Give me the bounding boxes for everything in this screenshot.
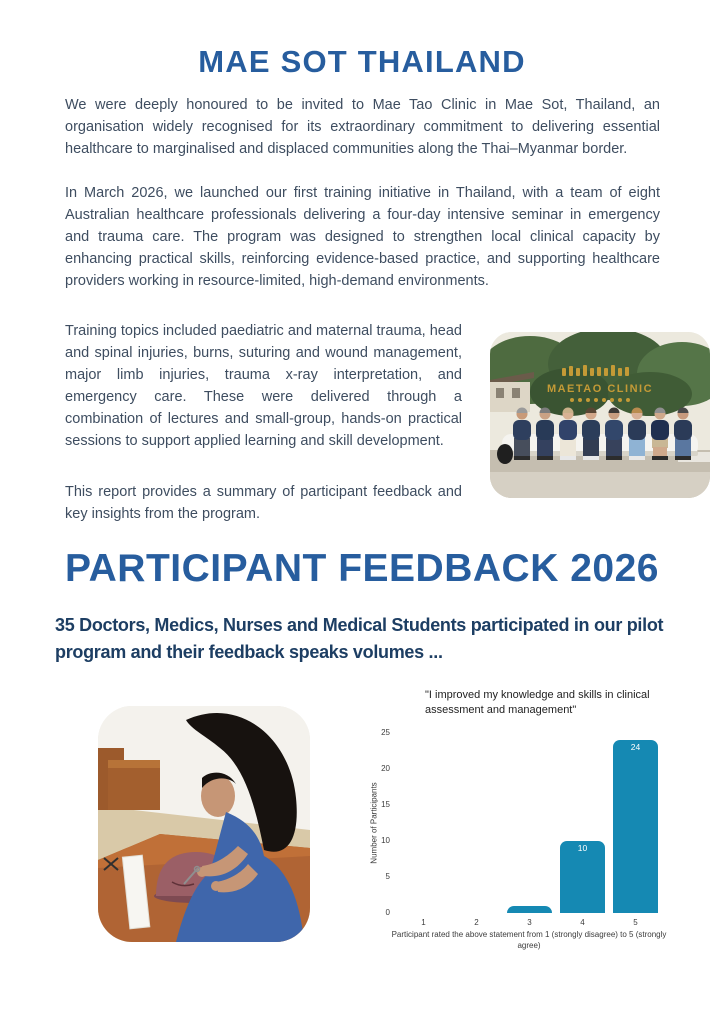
bar-value-label: 24 [630, 742, 641, 753]
suturing-photo [98, 706, 310, 942]
intro-paragraph-1: We were deeply honoured to be invited to Mae Tao Clinic in Mae Sot, Thailand, an organisation widely recognised for its extraordinary commitment to delivering essential healthcare to marginalised and displaced communities along the Thai–Myanmar border. [65, 97, 660, 157]
bar-rating-4 [560, 841, 605, 913]
clinic-sign-text: MAETAO CLINIC [546, 383, 654, 395]
y-tick-label: 15 [381, 800, 390, 809]
x-tick-label: 4 [580, 918, 585, 927]
clinic-group-photo [490, 332, 710, 498]
x-tick-label: 1 [421, 918, 426, 927]
x-tick-label: 2 [474, 918, 479, 927]
intro-paragraph-2: In March 2026, we launched our first training initiative in Thailand, with a team of eight Australian healthcare professionals delivering a four-day intensive seminar in emergency and trauma care. The program was designed to strengthen local clinical capacity by enhancing practical skills, reinforcing evidence-based practice, and supporting healthcare providers working in resource-limited, high-demand environments. [65, 185, 660, 289]
backpack [497, 444, 513, 464]
y-tick-label: 20 [381, 764, 390, 773]
hand-2 [211, 881, 221, 891]
y-tick-label: 25 [381, 728, 390, 737]
y-tick-label: 5 [385, 872, 390, 881]
bar-rating-5 [613, 740, 658, 913]
bar-rating-3 [507, 906, 552, 913]
chart-title: "I improved my knowledge and skills in clinical assessment and management" [425, 689, 650, 716]
x-tick-label: 5 [633, 918, 638, 927]
ledge-shadow [502, 451, 698, 456]
y-tick-label: 10 [381, 836, 390, 845]
feedback-statement-line1: 35 Doctors, Medics, Nurses and Medical Students participated in our pilot [55, 615, 664, 635]
foreground-concrete [490, 472, 710, 498]
x-tick-label: 3 [527, 918, 532, 927]
feedback-statement-line2: program and their feedback speaks volumes ... [55, 642, 443, 662]
section-title: PARTICIPANT FEEDBACK 2026 [65, 547, 659, 590]
feedback-chart [362, 686, 718, 966]
chart-x-axis-label: Participant rated the above statement from 1 (strongly disagree) to 5 (strongly agree) [391, 930, 667, 950]
bar-value-label: 10 [577, 843, 588, 853]
chart-y-axis-label: Number of Participants [369, 782, 379, 864]
intro-paragraph-3: Training topics included paediatric and maternal trauma, head and spinal injuries, burns, suturing and wound management, major limb injuries, trauma x-ray interpretation, and emergency care. These were delivered through a combination of lectures and small-group, hands-on practical sessions to support applied learning and skill development. [65, 323, 462, 449]
feedback-statement [55, 612, 720, 666]
y-tick-label: 0 [385, 908, 390, 917]
page-title: MAE SOT THAILAND [198, 44, 526, 79]
intro-paragraph-4: This report provides a summary of participant feedback and key insights from the program. [65, 484, 462, 522]
